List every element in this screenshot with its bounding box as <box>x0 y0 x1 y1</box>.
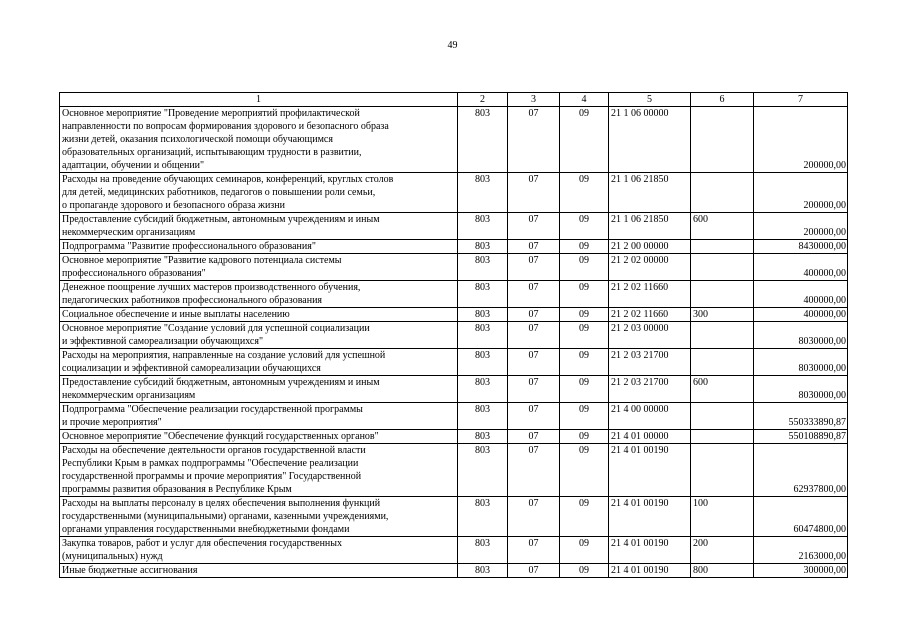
subsection-code-cell: 09 <box>560 497 609 537</box>
section-code-cell: 07 <box>508 240 560 254</box>
ministry-code-cell: 803 <box>458 173 508 213</box>
amount-cell: 8030000,00 <box>754 349 848 376</box>
target-article-cell: 21 1 06 00000 <box>609 107 691 173</box>
table-row <box>60 444 848 497</box>
section-code-cell: 07 <box>508 308 560 322</box>
section-code-cell: 07 <box>508 497 560 537</box>
header-cell: 3 <box>508 93 560 107</box>
ministry-code-cell: 803 <box>458 430 508 444</box>
table-row <box>60 107 848 173</box>
expense-name-cell: Предоставление субсидий бюджетным, автономным учреждениям и иным некоммерческим организациям <box>60 213 458 240</box>
target-article-cell: 21 2 03 21700 <box>609 349 691 376</box>
amount-cell: 8030000,00 <box>754 376 848 403</box>
section-code-cell: 07 <box>508 213 560 240</box>
table-row <box>60 403 848 430</box>
amount-cell: 60474800,00 <box>754 497 848 537</box>
expense-type-cell <box>691 173 754 213</box>
section-code-cell: 07 <box>508 537 560 564</box>
ministry-code-cell: 803 <box>458 564 508 578</box>
subsection-code-cell: 09 <box>560 403 609 430</box>
ministry-code-cell: 803 <box>458 444 508 497</box>
expense-name-cell: Расходы на проведение обучающих семинаров, конференций, круглых столов для детей, медицинских работников, педагогов о повышении роли семьи, о пропаганде здорового и безопасного образа жизни <box>60 173 458 213</box>
table-row <box>60 430 848 444</box>
section-code-cell: 07 <box>508 322 560 349</box>
ministry-code-cell: 803 <box>458 376 508 403</box>
subsection-code-cell: 09 <box>560 240 609 254</box>
expense-type-cell: 300 <box>691 308 754 322</box>
ministry-code-cell: 803 <box>458 322 508 349</box>
amount-cell: 400000,00 <box>754 308 848 322</box>
subsection-code-cell: 09 <box>560 564 609 578</box>
table-row <box>60 376 848 403</box>
section-code-cell: 07 <box>508 564 560 578</box>
amount-cell: 550108890,87 <box>754 430 848 444</box>
expense-type-cell <box>691 281 754 308</box>
target-article-cell: 21 2 03 00000 <box>609 322 691 349</box>
table-row <box>60 308 848 322</box>
amount-cell: 400000,00 <box>754 281 848 308</box>
subsection-code-cell: 09 <box>560 349 609 376</box>
subsection-code-cell: 09 <box>560 376 609 403</box>
section-code-cell: 07 <box>508 430 560 444</box>
expense-type-cell <box>691 254 754 281</box>
ministry-code-cell: 803 <box>458 308 508 322</box>
subsection-code-cell: 09 <box>560 322 609 349</box>
table-row <box>60 564 848 578</box>
amount-cell: 2163000,00 <box>754 537 848 564</box>
header-cell: 5 <box>609 93 691 107</box>
expense-type-cell <box>691 403 754 430</box>
table-row <box>60 254 848 281</box>
expense-type-cell: 800 <box>691 564 754 578</box>
expense-type-cell: 100 <box>691 497 754 537</box>
table-row <box>60 349 848 376</box>
expense-name-cell: Основное мероприятие "Развитие кадрового потенциала системы профессионального образования" <box>60 254 458 281</box>
expense-name-cell: Подпрограмма "Обеспечение реализации государственной программы и прочие мероприятия" <box>60 403 458 430</box>
expense-name-cell: Основное мероприятие "Создание условий для успешной социализации и эффективной самореализации обучающихся" <box>60 322 458 349</box>
amount-cell: 62937800,00 <box>754 444 848 497</box>
expense-name-cell: Подпрограмма "Развитие профессионального образования" <box>60 240 458 254</box>
ministry-code-cell: 803 <box>458 281 508 308</box>
ministry-code-cell: 803 <box>458 537 508 564</box>
ministry-code-cell: 803 <box>458 107 508 173</box>
amount-cell: 200000,00 <box>754 173 848 213</box>
target-article-cell: 21 2 02 00000 <box>609 254 691 281</box>
expense-type-cell <box>691 430 754 444</box>
expense-type-cell <box>691 240 754 254</box>
expense-type-cell <box>691 322 754 349</box>
header-cell: 4 <box>560 93 609 107</box>
target-article-cell: 21 2 00 00000 <box>609 240 691 254</box>
expense-type-cell <box>691 349 754 376</box>
section-code-cell: 07 <box>508 349 560 376</box>
target-article-cell: 21 1 06 21850 <box>609 173 691 213</box>
section-code-cell: 07 <box>508 254 560 281</box>
expense-type-cell: 200 <box>691 537 754 564</box>
expense-name-cell: Предоставление субсидий бюджетным, автономным учреждениям и иным некоммерческим организациям <box>60 376 458 403</box>
table-row <box>60 322 848 349</box>
expense-type-cell: 600 <box>691 376 754 403</box>
target-article-cell: 21 2 03 21700 <box>609 376 691 403</box>
expense-type-cell <box>691 107 754 173</box>
ministry-code-cell: 803 <box>458 497 508 537</box>
table-row <box>60 281 848 308</box>
subsection-code-cell: 09 <box>560 308 609 322</box>
table-row <box>60 213 848 240</box>
subsection-code-cell: 09 <box>560 430 609 444</box>
subsection-code-cell: 09 <box>560 213 609 240</box>
table-row <box>60 173 848 213</box>
ministry-code-cell: 803 <box>458 240 508 254</box>
target-article-cell: 21 2 02 11660 <box>609 308 691 322</box>
subsection-code-cell: 09 <box>560 444 609 497</box>
ministry-code-cell: 803 <box>458 349 508 376</box>
amount-cell: 200000,00 <box>754 213 848 240</box>
section-code-cell: 07 <box>508 281 560 308</box>
ministry-code-cell: 803 <box>458 213 508 240</box>
target-article-cell: 21 2 02 11660 <box>609 281 691 308</box>
expense-name-cell: Основное мероприятие "Проведение мероприятий профилактической направленности по вопросам формирования здорового и безопасного образа жизни детей, оказания психологической помощи обучающимся образовательных организаций, испытывающим трудности в развитии, адаптации, обучении и общении" <box>60 107 458 173</box>
expense-name-cell: Расходы на мероприятия, направленные на создание условий для успешной социализации и эффективной самореализации обучающихся <box>60 349 458 376</box>
subsection-code-cell: 09 <box>560 537 609 564</box>
expense-type-cell: 600 <box>691 213 754 240</box>
header-cell: 7 <box>754 93 848 107</box>
amount-cell: 550333890,87 <box>754 403 848 430</box>
target-article-cell: 21 1 06 21850 <box>609 213 691 240</box>
target-article-cell: 21 4 00 00000 <box>609 403 691 430</box>
section-code-cell: 07 <box>508 403 560 430</box>
expense-name-cell: Иные бюджетные ассигнования <box>60 564 458 578</box>
amount-cell: 8430000,00 <box>754 240 848 254</box>
expense-name-cell: Закупка товаров, работ и услуг для обеспечения государственных (муниципальных) нужд <box>60 537 458 564</box>
header-cell: 1 <box>60 93 458 107</box>
amount-cell: 8030000,00 <box>754 322 848 349</box>
table-row <box>60 240 848 254</box>
section-code-cell: 07 <box>508 107 560 173</box>
ministry-code-cell: 803 <box>458 254 508 281</box>
budget-table <box>59 92 848 578</box>
subsection-code-cell: 09 <box>560 254 609 281</box>
amount-cell: 400000,00 <box>754 254 848 281</box>
header-cell: 2 <box>458 93 508 107</box>
amount-cell: 300000,00 <box>754 564 848 578</box>
target-article-cell: 21 4 01 00190 <box>609 497 691 537</box>
section-code-cell: 07 <box>508 173 560 213</box>
ministry-code-cell: 803 <box>458 403 508 430</box>
page-number: 49 <box>447 40 458 51</box>
subsection-code-cell: 09 <box>560 281 609 308</box>
subsection-code-cell: 09 <box>560 173 609 213</box>
target-article-cell: 21 4 01 00000 <box>609 430 691 444</box>
table-row <box>60 537 848 564</box>
target-article-cell: 21 4 01 00190 <box>609 444 691 497</box>
section-code-cell: 07 <box>508 376 560 403</box>
expense-name-cell: Социальное обеспечение и иные выплаты населению <box>60 308 458 322</box>
table-row <box>60 497 848 537</box>
target-article-cell: 21 4 01 00190 <box>609 537 691 564</box>
target-article-cell: 21 4 01 00190 <box>609 564 691 578</box>
header-cell: 6 <box>691 93 754 107</box>
amount-cell: 200000,00 <box>754 107 848 173</box>
expense-type-cell <box>691 444 754 497</box>
subsection-code-cell: 09 <box>560 107 609 173</box>
expense-name-cell: Расходы на выплаты персоналу в целях обеспечения выполнения функций государственными (муниципальными) органами, казенными учреждениями, органами управления государственными внебюджетными фондами <box>60 497 458 537</box>
expense-name-cell: Расходы на обеспечение деятельности органов государственной власти Республики Крым в рамках подпрограммы "Обеспечение реализации государственной программы и прочие мероприятия" Государственной программы развития образования в Республике Крым <box>60 444 458 497</box>
expense-name-cell: Основное мероприятие "Обеспечение функций государственных органов" <box>60 430 458 444</box>
expense-name-cell: Денежное поощрение лучших мастеров производственного обучения, педагогических работников профессионального образования <box>60 281 458 308</box>
table-header-row <box>60 93 848 107</box>
section-code-cell: 07 <box>508 444 560 497</box>
